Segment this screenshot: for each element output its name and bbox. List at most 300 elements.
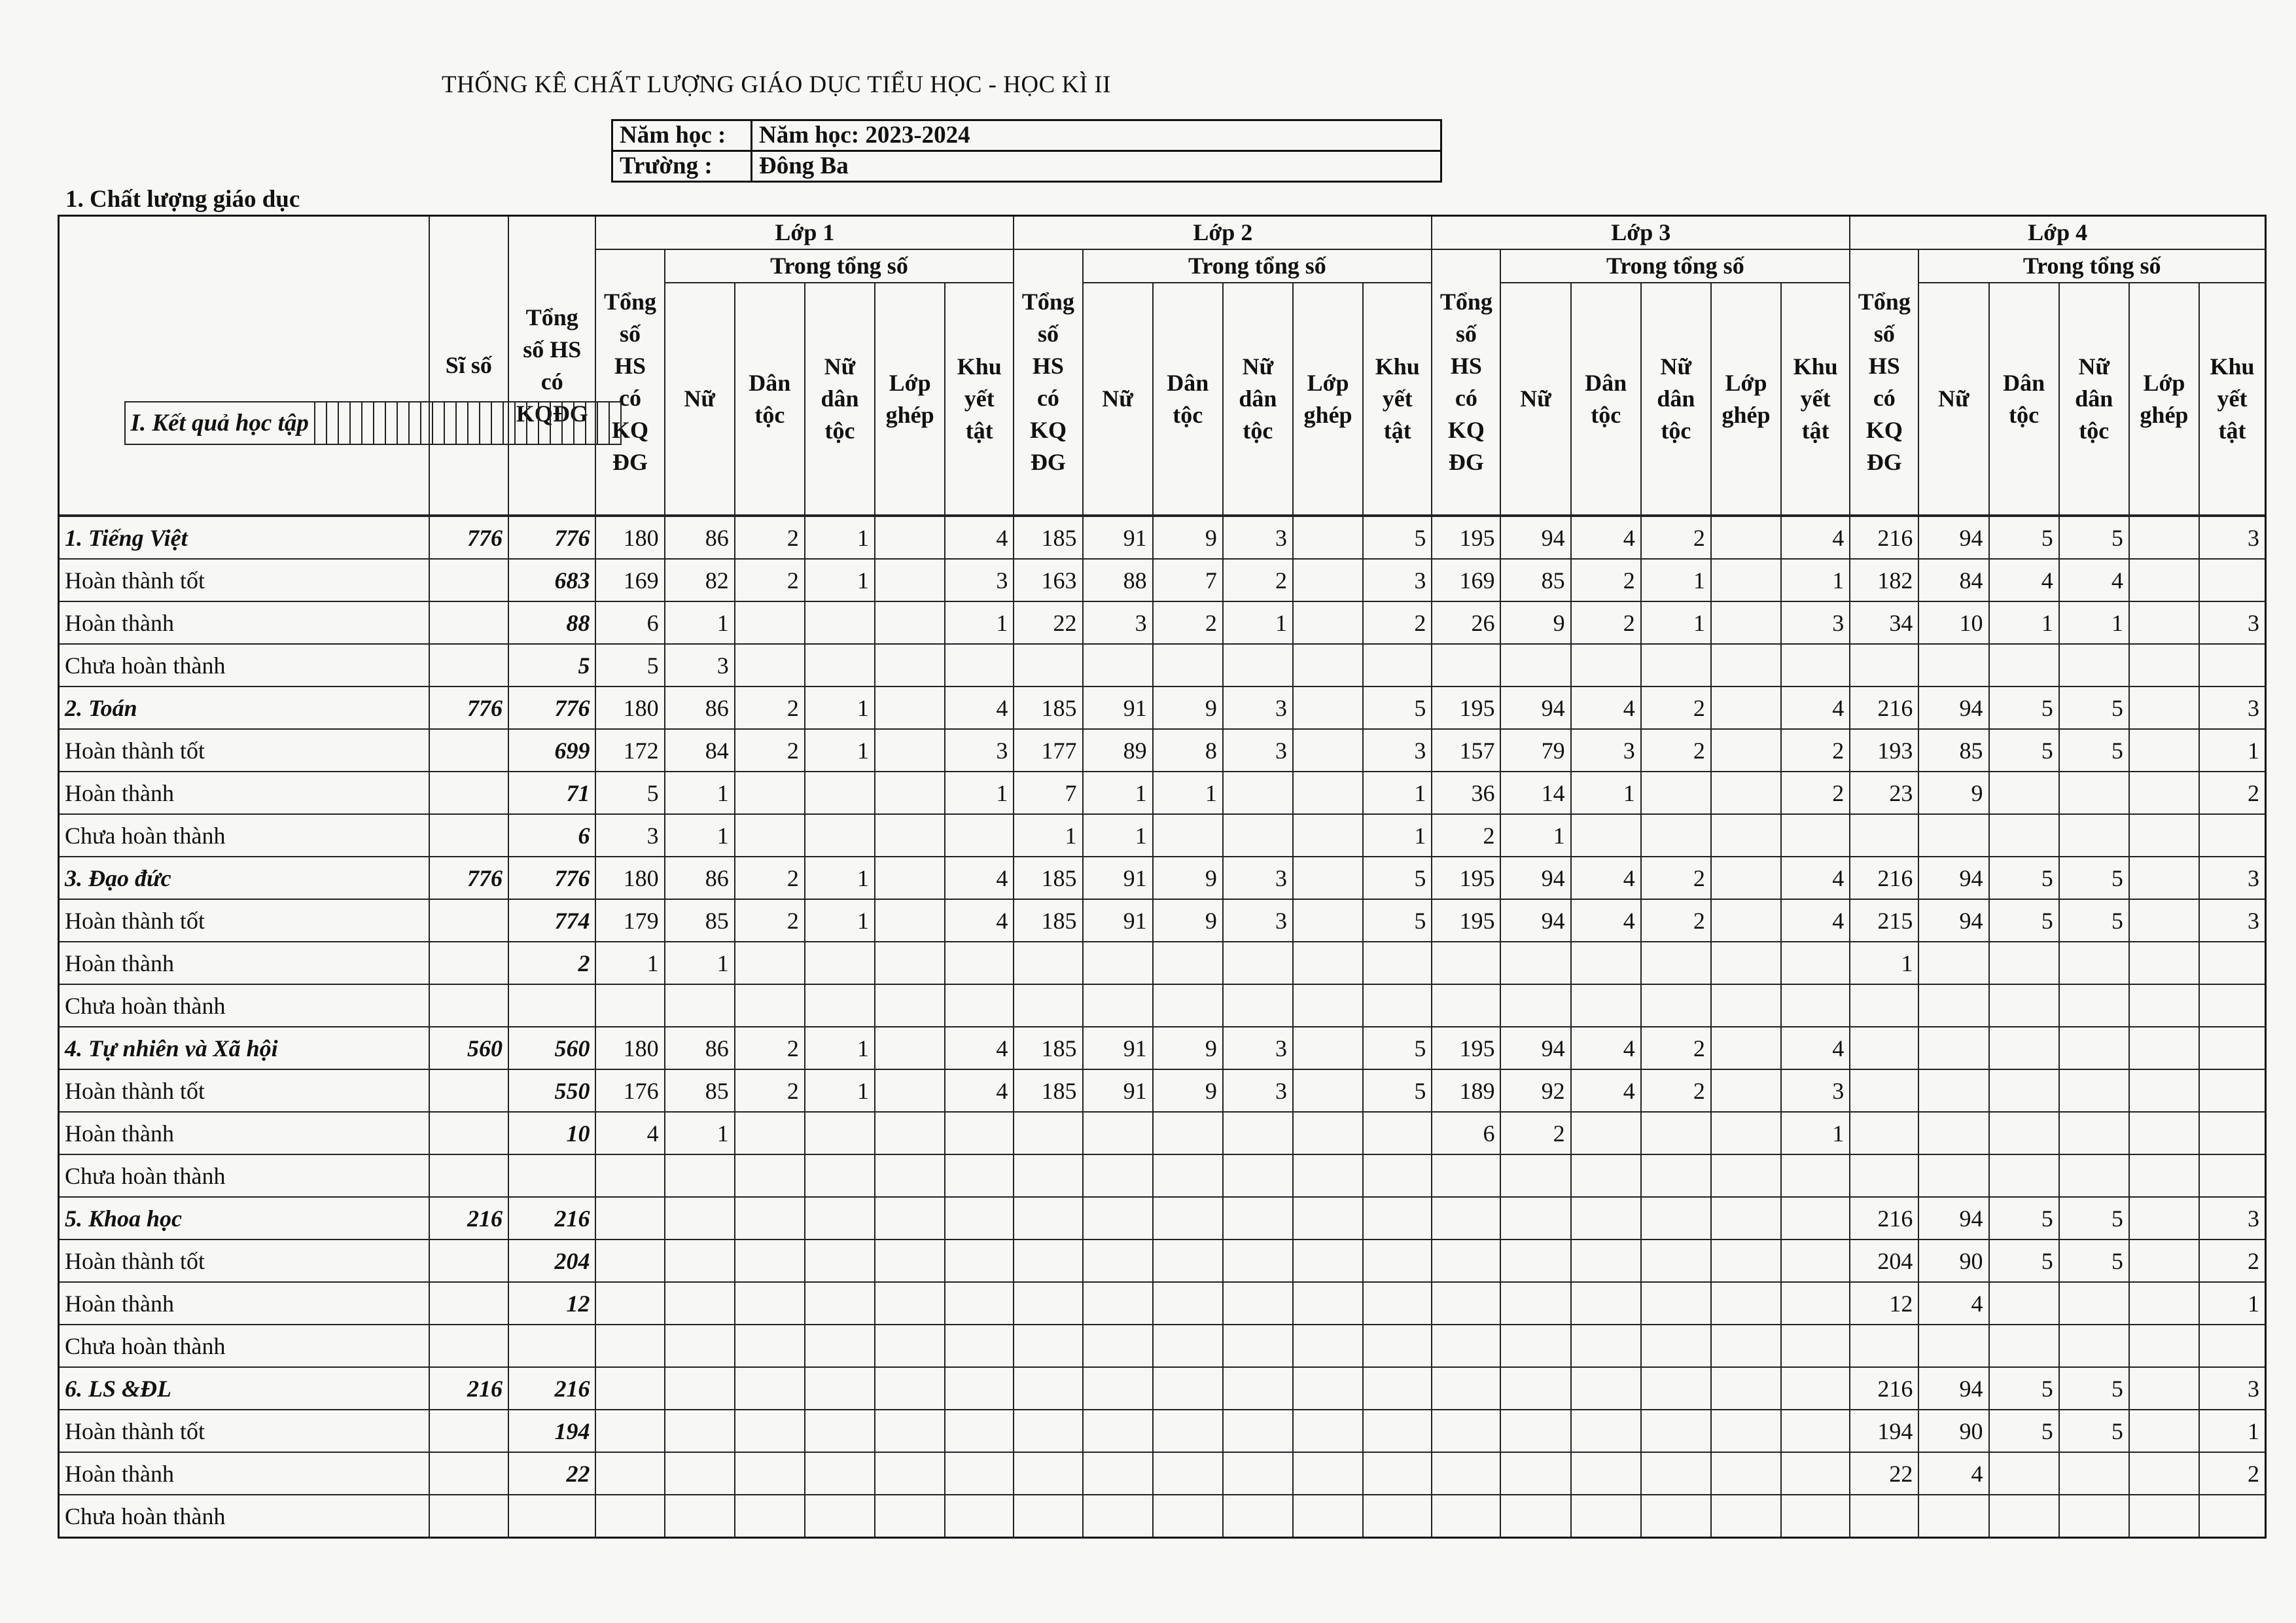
cell-lop-1-col-2 — [665, 1325, 735, 1367]
cell-lop-4-col-5 — [2129, 1027, 2199, 1069]
cell-lop-3-col-2 — [1500, 1282, 1570, 1325]
table-row — [59, 1112, 2266, 1154]
cell-lop-2-col-5 — [1293, 1495, 1363, 1538]
cell-lop-2-col-5 — [1293, 984, 1363, 1027]
cell-lop-4-col-1: 215 — [1850, 899, 1918, 942]
cell-lop-2-col-3 — [1153, 1112, 1223, 1154]
cell-lop-2-col-3: 7 — [1153, 559, 1223, 601]
cell-lop-3-col-3: 4 — [1571, 1069, 1641, 1112]
cell-lop-1-col-3 — [735, 1452, 805, 1495]
cell-lop-2-col-5 — [1293, 559, 1363, 601]
cell-lop-2-col-2: 91 — [1083, 1027, 1153, 1069]
cell-lop-4-col-2 — [1918, 644, 1988, 687]
cell-lop-4-col-3: 5 — [1989, 1240, 2059, 1282]
cell-lop-2-col-6 — [1363, 1240, 1432, 1282]
cell-lop-4-col-2 — [1918, 1495, 1988, 1538]
cell-tong-so: 12 — [508, 1282, 595, 1325]
cell-lop-3-col-1: 36 — [1432, 772, 1500, 814]
cell-tong-so: 699 — [508, 729, 595, 772]
cell-lop-1-col-2: 1 — [665, 601, 735, 644]
cell-lop-4-col-6: 3 — [2199, 1367, 2265, 1410]
cell-tong-so — [508, 1495, 595, 1538]
cell-lop-1-col-4 — [374, 402, 385, 444]
cell-lop-3-col-2 — [1500, 644, 1570, 687]
cell-lop-2-col-4 — [1223, 644, 1293, 687]
cell-lop-3-col-5 — [1711, 601, 1781, 644]
table-row — [59, 644, 2266, 687]
row-label: Chưa hoàn thành — [59, 1495, 429, 1538]
cell-lop-4-col-3 — [1989, 644, 2059, 687]
cell-lop-1-col-3 — [735, 1325, 805, 1367]
cell-si-so: 216 — [429, 1367, 508, 1410]
table-row — [59, 942, 2266, 984]
cell-lop-4-col-6 — [2199, 1495, 2265, 1538]
cell-lop-3-col-6: 4 — [1781, 857, 1850, 899]
cell-lop-3-col-6: 3 — [1781, 601, 1850, 644]
cell-lop-4-col-4 — [2059, 644, 2129, 687]
cell-lop-1-col-5 — [875, 1240, 945, 1282]
cell-lop-2-col-5 — [1293, 1112, 1363, 1154]
cell-lop-1-col-3 — [362, 402, 374, 444]
cell-lop-4-col-6: 1 — [2199, 1282, 2265, 1325]
cell-lop-1-col-2: 85 — [665, 899, 735, 942]
cell-lop-4-col-4 — [2059, 772, 2129, 814]
cell-lop-2-col-6 — [1363, 984, 1432, 1027]
cell-lop-2-col-4 — [1223, 1282, 1293, 1325]
cell-lop-2-col-3: 9 — [1153, 687, 1223, 729]
cell-lop-1-col-3: 2 — [735, 687, 805, 729]
cell-lop-2-col-1 — [1014, 1112, 1082, 1154]
cell-lop-1-col-3: 2 — [735, 729, 805, 772]
cell-lop-3-col-3: 2 — [1571, 559, 1641, 601]
cell-lop-4-col-4: 5 — [2059, 687, 2129, 729]
cell-lop-3-col-2 — [1500, 1325, 1570, 1367]
cell-lop-1-col-1: 6 — [595, 601, 664, 644]
cell-lop-4-col-2: 4 — [1918, 1452, 1988, 1495]
cell-lop-4-col-3: 5 — [1989, 729, 2059, 772]
cell-lop-4-col-6: 2 — [2199, 772, 2265, 814]
cell-lop-1-col-5 — [875, 644, 945, 687]
cell-lop-2-col-2: 3 — [1083, 601, 1153, 644]
cell-si-so — [429, 1325, 508, 1367]
header-trong-tong-so-3: Trong tổng số — [1500, 249, 1850, 283]
cell-lop-2-col-1: 185 — [1014, 857, 1082, 899]
cell-lop-2-col-3 — [1153, 942, 1223, 984]
cell-lop-3-col-2: 85 — [1500, 559, 1570, 601]
cell-lop-1-col-4: 1 — [805, 559, 875, 601]
cell-lop-1-col-3: 2 — [735, 1027, 805, 1069]
cell-lop-4-col-1 — [1850, 814, 1918, 857]
year-label: Năm học : — [612, 120, 752, 151]
cell-lop-1-col-3 — [735, 772, 805, 814]
cell-lop-2-col-1: 185 — [1014, 516, 1082, 559]
cell-lop-1-col-4 — [805, 601, 875, 644]
cell-lop-1-col-3 — [735, 1367, 805, 1410]
cell-lop-3-col-1 — [1432, 1367, 1500, 1410]
cell-lop-3-col-3 — [1571, 1282, 1641, 1325]
cell-lop-1-col-3 — [735, 814, 805, 857]
cell-lop-1-col-3 — [735, 1112, 805, 1154]
cell-lop-4-col-6 — [2199, 1069, 2265, 1112]
cell-lop-2-col-2: 1 — [1083, 814, 1153, 857]
cell-lop-4-col-6 — [609, 402, 621, 444]
cell-lop-3-col-2: 79 — [1500, 729, 1570, 772]
cell-lop-1-col-2: 1 — [665, 814, 735, 857]
cell-lop-2-col-5 — [1293, 516, 1363, 559]
cell-lop-4-col-5 — [2129, 729, 2199, 772]
cell-lop-3-col-1 — [1432, 1197, 1500, 1240]
cell-lop-2-col-6 — [1363, 1325, 1432, 1367]
cell-lop-1-col-6 — [945, 814, 1014, 857]
cell-lop-3-col-1: 195 — [1432, 516, 1500, 559]
cell-lop-4-col-4 — [2059, 1069, 2129, 1112]
cell-lop-2-col-1: 185 — [1014, 1069, 1082, 1112]
cell-lop-4-col-1: 216 — [1850, 1367, 1918, 1410]
cell-lop-1-col-1: 1 — [595, 942, 664, 984]
cell-lop-2-col-6: 5 — [1363, 1027, 1432, 1069]
cell-lop-3-col-6: 4 — [1781, 516, 1850, 559]
cell-lop-2-col-6 — [1363, 942, 1432, 984]
cell-lop-4-col-2: 85 — [1918, 729, 1988, 772]
cell-lop-1-col-2 — [665, 1367, 735, 1410]
cell-lop-2-col-1: 163 — [1014, 559, 1082, 601]
cell-lop-1-col-1 — [595, 1410, 664, 1452]
cell-lop-3-col-3: 4 — [1571, 516, 1641, 559]
cell-lop-4-col-6: 3 — [2199, 687, 2265, 729]
cell-lop-4-col-1: 194 — [1850, 1410, 1918, 1452]
cell-lop-4-col-2 — [1918, 1154, 1988, 1197]
cell-si-so — [315, 402, 327, 444]
cell-lop-2-col-2 — [1083, 1154, 1153, 1197]
cell-lop-3-col-4 — [515, 402, 527, 444]
cell-lop-2-col-2 — [1083, 1495, 1153, 1538]
cell-lop-1-col-6: 4 — [945, 1027, 1014, 1069]
cell-lop-4-col-4: 5 — [2059, 1197, 2129, 1240]
cell-lop-3-col-2: 92 — [1500, 1069, 1570, 1112]
cell-lop-1-col-3 — [735, 644, 805, 687]
cell-tong-so: 216 — [508, 1197, 595, 1240]
cell-lop-3-col-4: 2 — [1641, 857, 1711, 899]
cell-lop-2-col-5 — [1293, 1027, 1363, 1069]
cell-lop-4-col-6 — [2199, 1154, 2265, 1197]
cell-lop-2-col-4 — [1223, 1325, 1293, 1367]
cell-lop-3-col-4 — [1641, 1282, 1711, 1325]
cell-lop-3-col-5 — [1711, 516, 1781, 559]
row-label: Hoàn thành — [59, 1112, 429, 1154]
cell-lop-2-col-2: 91 — [1083, 516, 1153, 559]
cell-lop-3-col-5 — [1711, 942, 1781, 984]
cell-lop-2-col-4 — [1223, 1367, 1293, 1410]
cell-lop-2-col-5 — [1293, 814, 1363, 857]
cell-lop-3-col-1 — [1432, 1452, 1500, 1495]
school-value: Đông Ba — [752, 151, 1441, 182]
row-label: I. Kết quả học tập — [125, 402, 315, 444]
cell-lop-2-col-1 — [1014, 1367, 1082, 1410]
cell-lop-1-col-4 — [805, 984, 875, 1027]
cell-lop-2-col-6 — [468, 402, 480, 444]
cell-si-so: 776 — [429, 687, 508, 729]
cell-lop-4-col-1: 193 — [1850, 729, 1918, 772]
cell-lop-2-col-4: 3 — [1223, 1069, 1293, 1112]
cell-lop-1-col-6: 4 — [945, 857, 1014, 899]
cell-si-so: 776 — [429, 516, 508, 559]
cell-lop-2-col-3 — [1153, 1240, 1223, 1282]
cell-lop-1-col-2 — [665, 1495, 735, 1538]
cell-lop-2-col-5 — [1293, 899, 1363, 942]
cell-lop-3-col-1: 189 — [1432, 1069, 1500, 1112]
cell-lop-3-col-4 — [1641, 1197, 1711, 1240]
cell-lop-3-col-6 — [1781, 814, 1850, 857]
header-sub-col-1-3: Nữ dân tộc — [805, 283, 875, 515]
cell-lop-4-col-3 — [1989, 1495, 2059, 1538]
meta-row-school — [612, 151, 1441, 182]
cell-lop-3-col-5 — [1711, 772, 1781, 814]
cell-lop-1-col-2 — [665, 1240, 735, 1282]
cell-lop-3-col-2: 94 — [1500, 1027, 1570, 1069]
cell-tong-so: 776 — [508, 687, 595, 729]
cell-lop-1-col-6 — [945, 1495, 1014, 1538]
cell-lop-4-col-4: 5 — [2059, 729, 2129, 772]
cell-lop-1-col-1: 169 — [595, 559, 664, 601]
cell-si-so: 560 — [429, 1027, 508, 1069]
cell-lop-1-col-3: 2 — [735, 1069, 805, 1112]
cell-lop-2-col-3: 9 — [1153, 899, 1223, 942]
cell-lop-1-col-1: 179 — [595, 899, 664, 942]
cell-lop-4-col-3: 5 — [1989, 857, 2059, 899]
cell-lop-4-col-1: 216 — [1850, 857, 1918, 899]
cell-lop-3-col-3 — [503, 402, 515, 444]
cell-lop-1-col-2: 85 — [665, 1069, 735, 1112]
cell-lop-3-col-1: 2 — [1432, 814, 1500, 857]
cell-lop-2-col-4 — [1223, 1240, 1293, 1282]
cell-lop-3-col-4: 2 — [1641, 729, 1711, 772]
table-row — [124, 401, 622, 445]
cell-lop-2-col-1 — [1014, 1495, 1082, 1538]
cell-tong-so: 6 — [508, 814, 595, 857]
cell-lop-1-col-6 — [397, 402, 409, 444]
cell-lop-4-col-1 — [550, 402, 562, 444]
cell-lop-1-col-4: 1 — [805, 687, 875, 729]
cell-lop-1-col-3 — [735, 1495, 805, 1538]
cell-lop-1-col-6 — [945, 1367, 1014, 1410]
cell-lop-3-col-3: 4 — [1571, 857, 1641, 899]
cell-lop-2-col-1: 177 — [1014, 729, 1082, 772]
cell-lop-3-col-1 — [1432, 644, 1500, 687]
cell-lop-3-col-1 — [1432, 1282, 1500, 1325]
cell-lop-1-col-4: 1 — [805, 899, 875, 942]
table-row — [59, 1240, 2266, 1282]
table-row — [59, 559, 2266, 601]
row-label: Chưa hoàn thành — [59, 984, 429, 1027]
header-sub-col-4-5: Khu yết tật — [2199, 283, 2265, 515]
table-row — [59, 1282, 2266, 1325]
cell-lop-1-col-3: 2 — [735, 857, 805, 899]
cell-lop-3-col-3: 2 — [1571, 601, 1641, 644]
table-row — [59, 729, 2266, 772]
header-sub-col-3-5: Khu yết tật — [1781, 283, 1850, 515]
cell-lop-2-col-5 — [1293, 772, 1363, 814]
cell-lop-4-col-6 — [2199, 644, 2265, 687]
cell-lop-1-col-2: 86 — [665, 857, 735, 899]
cell-lop-3-col-6 — [1781, 1367, 1850, 1410]
cell-lop-3-col-3 — [1571, 942, 1641, 984]
cell-lop-4-col-4: 5 — [2059, 516, 2129, 559]
cell-lop-4-col-2 — [1918, 1325, 1988, 1367]
cell-lop-4-col-6 — [2199, 942, 2265, 984]
row-label: Hoàn thành tốt — [59, 729, 429, 772]
row-label: 3. Đạo đức — [59, 857, 429, 899]
cell-lop-2-col-2 — [1083, 1367, 1153, 1410]
cell-lop-4-col-4: 5 — [2059, 857, 2129, 899]
cell-lop-3-col-6: 2 — [1781, 729, 1850, 772]
cell-lop-4-col-5 — [2129, 1197, 2199, 1240]
header-tong-so: Tổng số HS có KQĐG — [508, 216, 595, 516]
cell-lop-3-col-6 — [1781, 1154, 1850, 1197]
header-row-groups — [59, 216, 2266, 250]
cell-lop-1-col-3 — [735, 1154, 805, 1197]
cell-lop-4-col-6 — [2199, 984, 2265, 1027]
cell-lop-2-col-1 — [1014, 942, 1082, 984]
cell-lop-3-col-2: 2 — [1500, 1112, 1570, 1154]
cell-lop-3-col-2 — [1500, 1495, 1570, 1538]
cell-lop-3-col-2: 94 — [1500, 516, 1570, 559]
cell-lop-3-col-3 — [1571, 1452, 1641, 1495]
cell-lop-2-col-2: 91 — [1083, 687, 1153, 729]
cell-lop-1-col-5 — [875, 601, 945, 644]
cell-lop-2-col-4 — [1223, 772, 1293, 814]
header-sub-col-3-2: Dân tộc — [1571, 283, 1641, 515]
cell-lop-4-col-6: 3 — [2199, 1197, 2265, 1240]
cell-lop-3-col-4: 2 — [1641, 1027, 1711, 1069]
cell-si-so: 216 — [429, 1197, 508, 1240]
cell-lop-2-col-4: 3 — [1223, 729, 1293, 772]
table-row — [59, 814, 2266, 857]
cell-lop-3-col-6 — [1781, 984, 1850, 1027]
cell-lop-2-col-6 — [1363, 1367, 1432, 1410]
cell-lop-2-col-5 — [1293, 1410, 1363, 1452]
cell-lop-1-col-6: 1 — [945, 601, 1014, 644]
row-label: Hoàn thành — [59, 601, 429, 644]
cell-tong-so: 776 — [508, 516, 595, 559]
cell-lop-1-col-5 — [875, 1452, 945, 1495]
cell-lop-2-col-4 — [1223, 1197, 1293, 1240]
cell-lop-3-col-4 — [1641, 1240, 1711, 1282]
cell-lop-4-col-1 — [1850, 1495, 1918, 1538]
header-sub-col-4-4: Lớp ghép — [2129, 283, 2199, 515]
header-sub-col-1-2: Dân tộc — [735, 283, 805, 515]
cell-lop-3-col-1 — [480, 402, 491, 444]
cell-lop-3-col-4 — [1641, 1367, 1711, 1410]
cell-lop-3-col-6: 4 — [1781, 1027, 1850, 1069]
cell-lop-3-col-3 — [1571, 984, 1641, 1027]
header-group-lop-2: Lớp 2 — [1014, 216, 1432, 250]
cell-lop-3-col-3 — [1571, 1495, 1641, 1538]
cell-lop-1-col-2 — [665, 1154, 735, 1197]
cell-lop-2-col-1 — [1014, 1325, 1082, 1367]
cell-lop-3-col-1: 195 — [1432, 857, 1500, 899]
cell-lop-4-col-5 — [2129, 1325, 2199, 1367]
cell-lop-4-col-1 — [1850, 644, 1918, 687]
cell-lop-1-col-5 — [875, 857, 945, 899]
cell-tong-so: 560 — [508, 1027, 595, 1069]
cell-lop-2-col-5 — [1293, 687, 1363, 729]
cell-lop-4-col-5 — [2129, 984, 2199, 1027]
cell-lop-2-col-1 — [409, 402, 421, 444]
cell-lop-2-col-5 — [1293, 644, 1363, 687]
cell-lop-1-col-4: 1 — [805, 857, 875, 899]
cell-lop-1-col-3 — [735, 1410, 805, 1452]
cell-lop-3-col-1 — [1432, 1495, 1500, 1538]
cell-lop-4-col-1: 204 — [1850, 1240, 1918, 1282]
cell-si-so — [429, 1282, 508, 1325]
cell-lop-1-col-4 — [805, 1452, 875, 1495]
cell-lop-1-col-3 — [735, 601, 805, 644]
cell-si-so — [429, 729, 508, 772]
cell-lop-4-col-5 — [2129, 1495, 2199, 1538]
cell-lop-4-col-5 — [2129, 814, 2199, 857]
cell-lop-3-col-2: 14 — [1500, 772, 1570, 814]
cell-lop-3-col-3 — [1571, 644, 1641, 687]
row-label: Chưa hoàn thành — [59, 1154, 429, 1197]
cell-lop-1-col-5 — [875, 942, 945, 984]
cell-lop-1-col-2 — [665, 984, 735, 1027]
row-label: 6. LS &ĐL — [59, 1367, 429, 1410]
cell-lop-2-col-4 — [1223, 984, 1293, 1027]
cell-lop-2-col-2 — [1083, 1197, 1153, 1240]
cell-lop-2-col-5 — [1293, 1282, 1363, 1325]
table-row — [59, 772, 2266, 814]
cell-lop-4-col-3: 5 — [1989, 1367, 2059, 1410]
cell-lop-2-col-2 — [1083, 1282, 1153, 1325]
cell-lop-4-col-1: 216 — [1850, 687, 1918, 729]
cell-lop-1-col-6: 4 — [945, 1069, 1014, 1112]
cell-lop-3-col-2: 9 — [1500, 601, 1570, 644]
cell-lop-3-col-5 — [1711, 814, 1781, 857]
cell-lop-1-col-3: 2 — [735, 559, 805, 601]
cell-lop-2-col-3: 9 — [1153, 1027, 1223, 1069]
cell-lop-2-col-1 — [1014, 1154, 1082, 1197]
row-label: Chưa hoàn thành — [59, 644, 429, 687]
cell-lop-3-col-6: 2 — [1781, 772, 1850, 814]
cell-si-so — [429, 1495, 508, 1538]
school-label: Trường : — [612, 151, 752, 182]
cell-lop-1-col-1: 172 — [595, 729, 664, 772]
cell-lop-4-col-3: 1 — [1989, 601, 2059, 644]
cell-lop-2-col-3 — [1153, 984, 1223, 1027]
cell-lop-1-col-4 — [805, 1154, 875, 1197]
cell-lop-1-col-3 — [735, 1282, 805, 1325]
cell-lop-4-col-4 — [2059, 1154, 2129, 1197]
cell-lop-1-col-5 — [875, 1325, 945, 1367]
cell-lop-2-col-1 — [1014, 1452, 1082, 1495]
cell-lop-4-col-1: 22 — [1850, 1452, 1918, 1495]
cell-lop-4-col-5 — [597, 402, 609, 444]
cell-lop-3-col-5 — [527, 402, 539, 444]
cell-lop-3-col-2 — [1500, 1197, 1570, 1240]
cell-lop-3-col-5 — [1711, 1154, 1781, 1197]
cell-lop-2-col-2 — [1083, 1325, 1153, 1367]
table-row — [59, 1197, 2266, 1240]
cell-lop-1-col-5 — [875, 772, 945, 814]
cell-lop-1-col-5 — [875, 1282, 945, 1325]
header-group-total-1: Tổng số HS có KQ ĐG — [595, 249, 664, 515]
cell-lop-4-col-4: 1 — [2059, 601, 2129, 644]
cell-tong-so: 194 — [508, 1410, 595, 1452]
cell-lop-2-col-1 — [1014, 1282, 1082, 1325]
cell-tong-so — [508, 1154, 595, 1197]
cell-lop-3-col-3 — [1571, 1410, 1641, 1452]
cell-lop-3-col-4 — [1641, 772, 1711, 814]
